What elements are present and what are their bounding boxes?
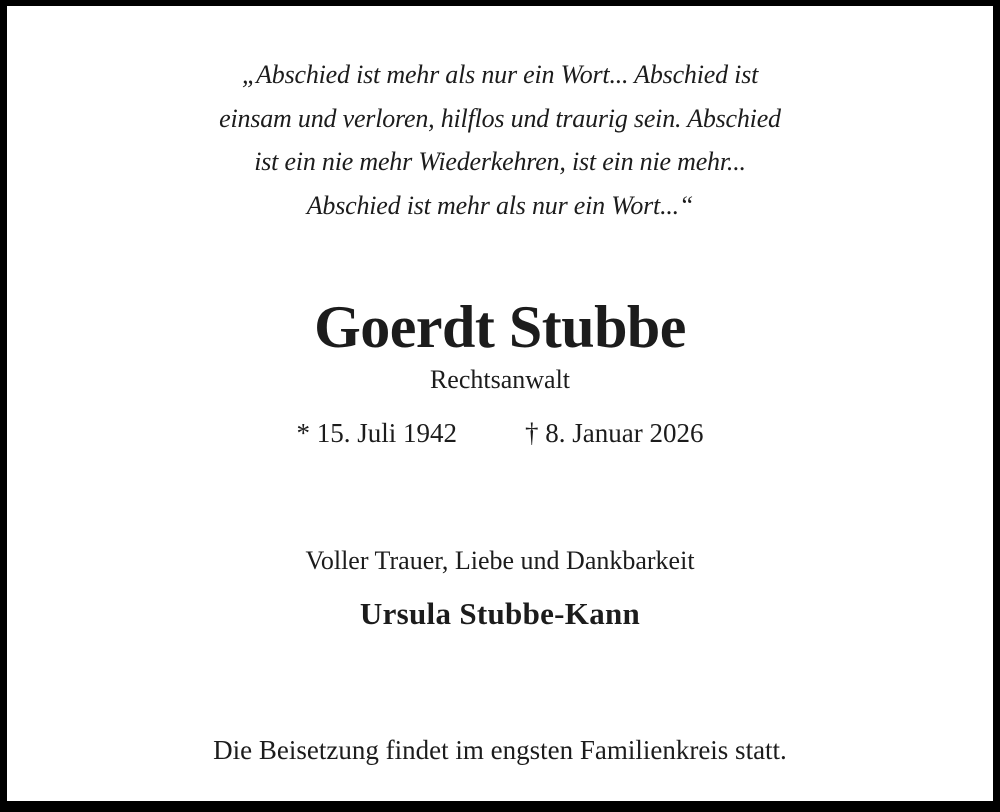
quote-line-1: „Abschied ist mehr als nur ein Wort... Abschied ist [241, 60, 759, 89]
deceased-name: Goerdt Stubbe [314, 294, 686, 360]
mourner-name: Ursula Stubbe-Kann [359, 596, 641, 631]
obituary-notice [7, 6, 993, 801]
death-date: † 8. Januar 2026 [525, 418, 704, 448]
funeral-note: Die Beisetzung findet im engsten Familienkreis statt. [213, 735, 787, 765]
quote-line-4: Abschied ist mehr als nur ein Wort...“ [306, 190, 694, 220]
quote-line-2: einsam und verloren, hilflos und traurig sein. Abschied [219, 103, 781, 133]
obituary-quote [7, 53, 993, 227]
deceased-profession: Rechtsanwalt [429, 365, 571, 394]
quote-line-3: ist ein nie mehr Wiederkehren, ist ein nie mehr... [254, 147, 746, 176]
birth-date: * 15. Juli 1942 [296, 418, 458, 448]
mourning-intro: Voller Trauer, Liebe und Dankbarkeit [305, 546, 695, 575]
life-dates [7, 417, 993, 449]
